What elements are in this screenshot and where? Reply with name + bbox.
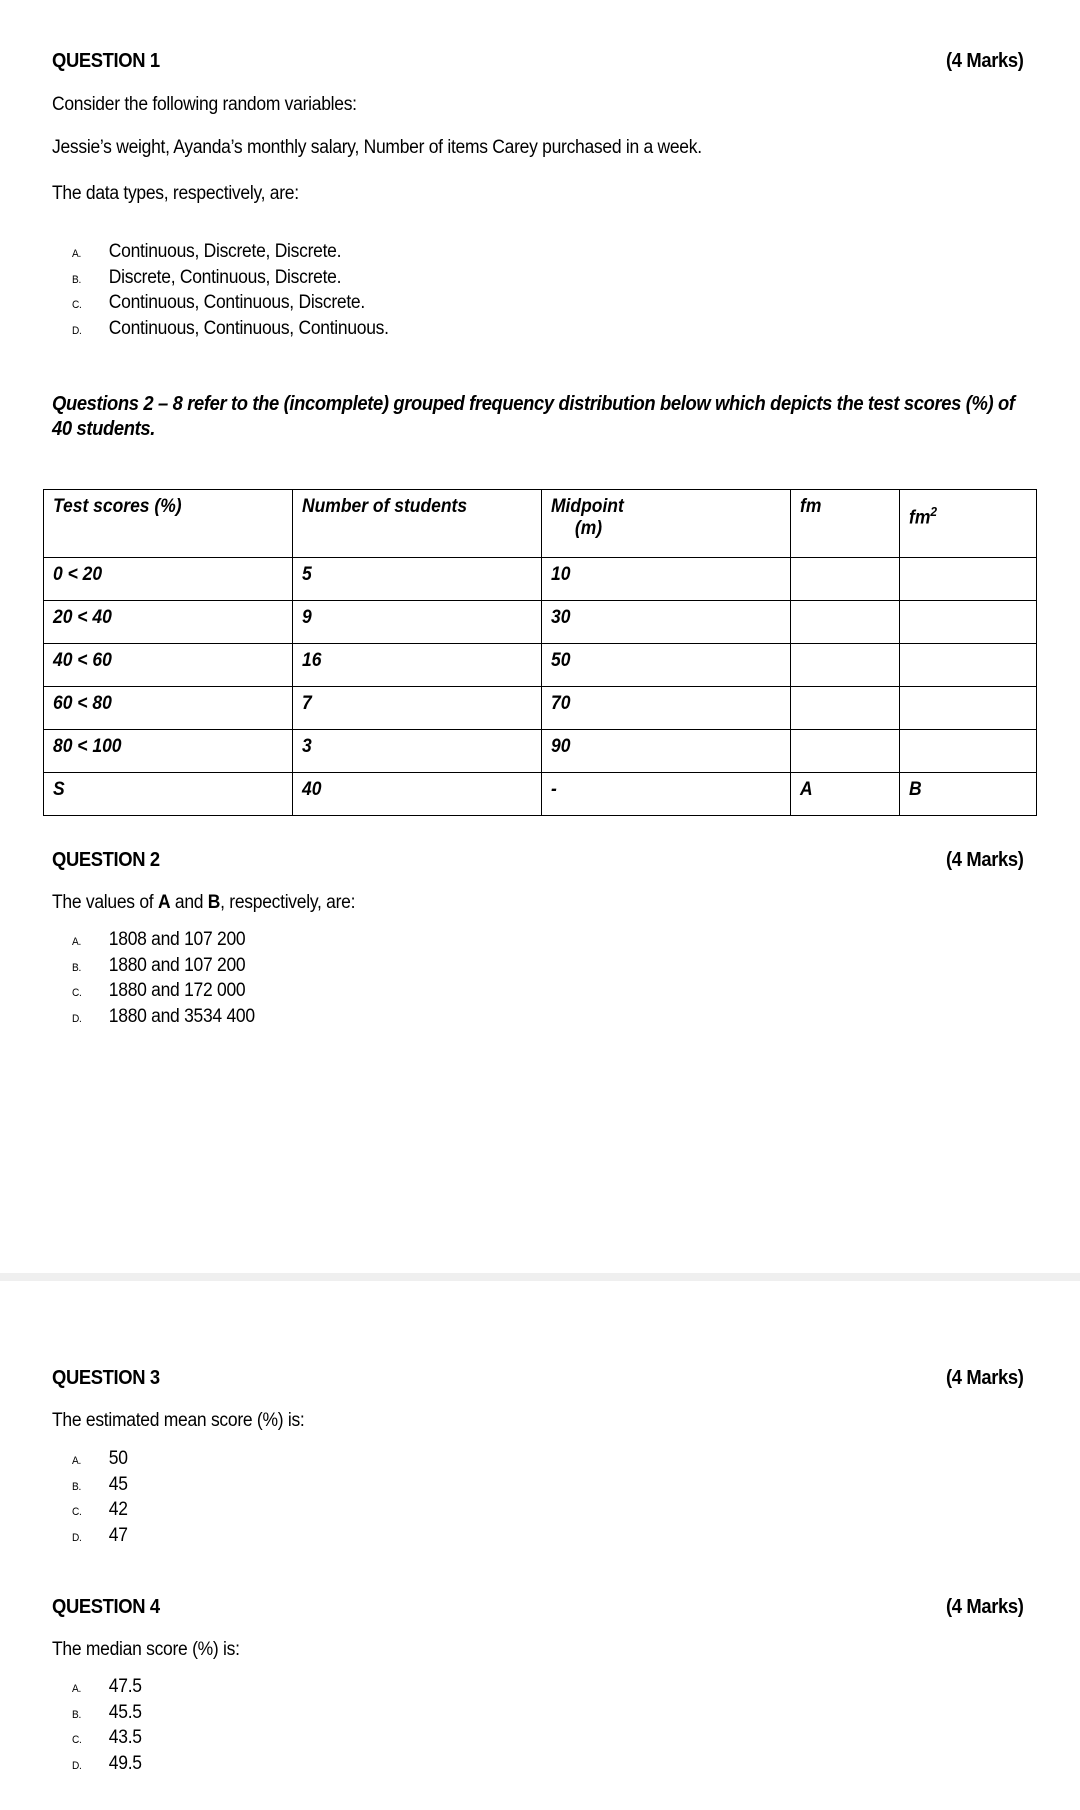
q1-option-a[interactable] [72,239,389,265]
table-row [44,730,1037,773]
cell-fm2 [900,601,1037,644]
q2-option-a[interactable] [72,927,255,953]
cell-fm-total: A [791,773,900,816]
header-number-students: Number of students [293,490,542,558]
option-letter: B. [72,273,82,286]
option-letter: B. [72,961,82,974]
cell-fm [791,601,900,644]
page-2 [0,1281,1080,1810]
cell-students-total: 40 [293,773,542,816]
q3-stem: The estimated mean score (%) is: [52,1410,305,1431]
q2-options [72,927,271,1029]
q4-option-a[interactable] [72,1674,142,1700]
option-letter: D. [72,324,82,337]
option-text: 45.5 [108,1701,142,1723]
option-letter: C. [72,299,82,311]
table-row [44,644,1037,687]
cell-students: 7 [293,687,542,730]
option-text: 1880 and 172 000 [108,980,246,1001]
q3-options [72,1446,133,1548]
cell-score: 20 < 40 [44,601,293,644]
cell-score: 80 < 100 [44,730,293,773]
option-letter: A. [72,1683,82,1695]
cell-fm [791,558,900,601]
cell-fm2 [900,730,1037,773]
cell-students: 9 [293,601,542,644]
cell-score: 60 < 80 [44,687,293,730]
option-letter: D. [72,1531,82,1544]
option-text: 45 [108,1473,128,1495]
q4-option-b[interactable] [72,1700,142,1726]
q1-option-b[interactable] [72,265,389,291]
cell-midpoint: 50 [542,644,791,687]
option-text: 43.5 [108,1727,142,1748]
cell-fm2-total: B [900,773,1037,816]
option-letter: D. [72,1012,82,1025]
option-text: 47 [108,1524,128,1546]
option-text: Continuous, Continuous, Continuous. [108,317,389,339]
option-letter: A. [72,936,82,948]
q2-option-d[interactable] [72,1004,255,1030]
cell-midpoint-total: - [542,773,791,816]
cell-fm2 [900,558,1037,601]
q2-marks: (4 Marks) [946,849,1024,871]
table-intro: Questions 2 – 8 refer to the (incomplete) grouped frequency distribution below which depicts the test scores (%) of 40 students. [52,393,1015,440]
q2-option-b[interactable] [72,953,255,979]
page-separator [0,1273,1080,1281]
cell-students: 3 [293,730,542,773]
q1-title: QUESTION 1 [52,50,160,72]
table-header-row [44,490,1037,558]
q4-marks: (4 Marks) [946,1596,1024,1618]
cell-fm2 [900,687,1037,730]
q1-options [72,239,416,341]
q3-option-d[interactable] [72,1523,128,1549]
q2-title: QUESTION 2 [52,849,160,871]
header-midpoint: Midpoint (m) [542,490,791,558]
q3-option-b[interactable] [72,1472,128,1498]
cell-fm [791,644,900,687]
option-text: 42 [108,1499,128,1520]
q2-stem: The values of A and B, respectively, are: [52,892,356,913]
option-text: 1808 and 107 200 [108,929,246,950]
header-test-scores: Test scores (%) [44,490,293,558]
q4-option-c[interactable] [72,1725,142,1751]
option-text: 1880 and 3534 400 [108,1005,255,1027]
cell-sum-label: S [44,773,293,816]
q2-option-c[interactable] [72,978,255,1004]
option-letter: C. [72,1506,82,1518]
q3-option-a[interactable] [72,1446,128,1472]
q4-header [52,1596,1024,1619]
table-total-row [44,773,1037,816]
q1-prompt: Consider the following random variables: [52,94,357,115]
header-fm: fm [791,490,900,558]
cell-fm2 [900,644,1037,687]
table-row [44,601,1037,644]
cell-midpoint: 10 [542,558,791,601]
cell-score: 0 < 20 [44,558,293,601]
option-letter: C. [72,1734,82,1746]
option-letter: B. [72,1480,82,1493]
table-row [44,687,1037,730]
q1-header [52,50,1024,73]
q3-option-c[interactable] [72,1497,128,1523]
cell-midpoint: 70 [542,687,791,730]
table-row [44,558,1037,601]
q3-title: QUESTION 3 [52,1367,160,1389]
option-letter: C. [72,987,82,999]
option-text: 50 [108,1448,128,1469]
q3-header [52,1367,1024,1390]
option-text: 49.5 [108,1752,142,1774]
option-text: 1880 and 107 200 [108,954,246,976]
q3-marks: (4 Marks) [946,1367,1024,1389]
cell-midpoint: 90 [542,730,791,773]
q1-marks: (4 Marks) [946,50,1024,72]
option-letter: A. [72,248,82,260]
q1-option-c[interactable] [72,290,389,316]
cell-midpoint: 30 [542,601,791,644]
q1-stem: The data types, respectively, are: [52,183,299,204]
q1-variables: Jessie’s weight, Ayanda’s monthly salary, Number of items Carey purchased in a week. [52,137,702,158]
option-text: 47.5 [108,1676,142,1697]
q4-stem: The median score (%) is: [52,1639,240,1660]
option-letter: A. [72,1455,82,1467]
header-fm2: $fm^2$ [900,490,1037,558]
option-text: Discrete, Continuous, Discrete. [108,266,342,288]
cell-students: 16 [293,644,542,687]
cell-students: 5 [293,558,542,601]
option-letter: B. [72,1708,82,1721]
cell-fm [791,687,900,730]
option-text: Continuous, Continuous, Discrete. [108,292,365,313]
frequency-table [43,489,1037,816]
q4-options [72,1674,148,1776]
q4-title: QUESTION 4 [52,1596,160,1618]
option-letter: D. [72,1759,82,1772]
option-text: Continuous, Discrete, Discrete. [108,241,342,262]
q1-option-d[interactable] [72,316,389,342]
q2-header [52,849,1024,872]
q4-option-d[interactable] [72,1751,142,1777]
cell-fm [791,730,900,773]
cell-score: 40 < 60 [44,644,293,687]
